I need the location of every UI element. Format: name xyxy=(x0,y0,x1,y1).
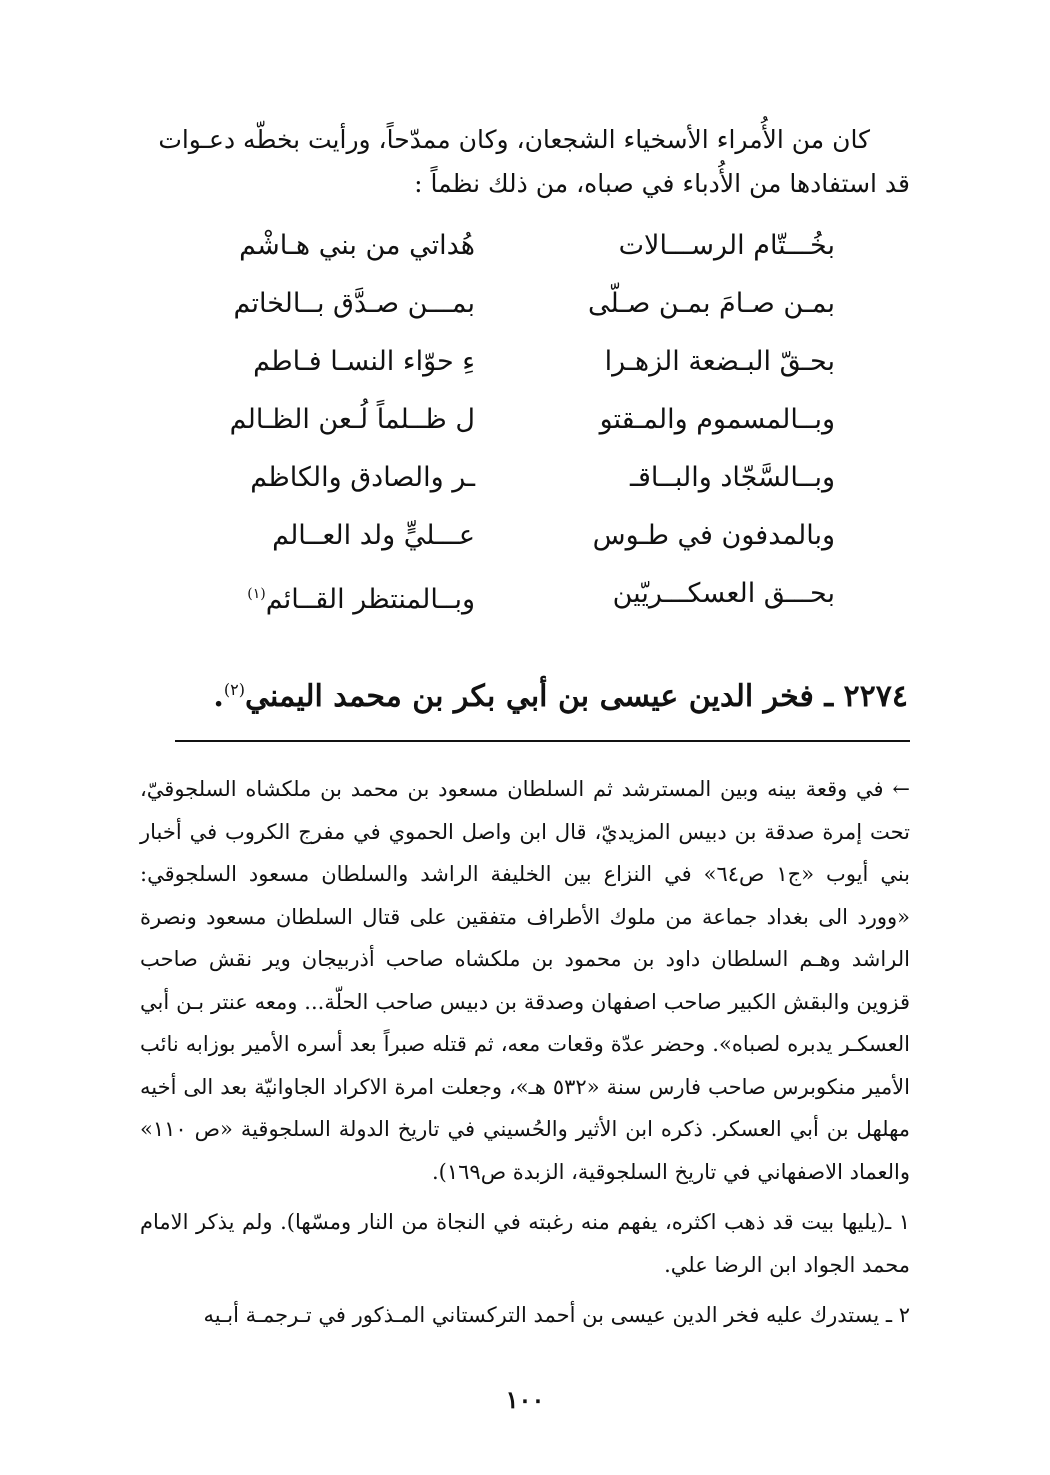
verse-second-hemistich: هُداتي من بني هـاشْم xyxy=(239,230,475,261)
verse-second-hemistich: بمـــن صـدَّق بــالخاتم xyxy=(233,288,475,319)
verse-first-hemistich: بحـــق العسكـــريّين xyxy=(612,578,835,609)
footnote-continuation-text: في وقعة بينه وبين المسترشد ثم السلطان مسعود بن محمد بن ملكشاه السلجوقيّ، تحت إمرة صدقة بن دبيس المزيديّ، قال ابن واصل الحموي في مفرج الكروب في أخبار بني أيوب «ج١ ص٦٤» في النزاع بين الخليفة الراشد والسلطان مسعود السلجوقي: «وورد الى بغداد جماعة من ملوك الأطراف متفقين على قتال السلطان مسعود ونصرة الراشد وهـم السلطان داود بن محمود بن ملكشاه صاحب أذربيجان وير نقش صاحب قزوين والبقش الكبير صاحب اصفهان وصدقة بن دبيس صاحب الحلّة... ومعه عنتر بـن أبي العسكـر يدبره لصباه». وحضر عدّة وقعات معه، ثم قتله صبراً بعد أسره الأمير بوزابه نائب الأمير منكوبرس صاحب فارس سنة «٥٣٢ هـ»، وجعلت امرة الاكراد الجاوانيّة بعد الى أخيه مهلهل بن أبي العسكر. ذكره ابن الأثير والحُسيني في تاريخ الدولة السلجوقية «ص ١١٠» والعماد الاصفهاني في تاريخ السلجوقية، الزبدة ص١٦٩). xyxy=(140,777,910,1184)
entry-heading xyxy=(213,668,908,719)
poem-verse xyxy=(235,574,835,632)
entry-title: ٢٢٧٤ ـ فخر الدين عيسى بن أبي بكر بن محمد اليمني xyxy=(244,679,908,714)
footnote-divider xyxy=(175,740,910,742)
verse-first-hemistich: بخُـــتّام الرســـالات xyxy=(618,230,835,261)
verse-second-hemistich: ـر والصادق والكاظم xyxy=(250,462,475,493)
poem-verse xyxy=(229,400,835,458)
page-number: ١٠٠ xyxy=(505,1385,545,1414)
poem-verse xyxy=(235,516,835,574)
verse-second-hemistich xyxy=(235,574,475,632)
footnote-1: ١ ـ(يليها بيت قد ذهب اكثره، يفهم منه رغبته في النجاة من النار ومسّها). ولم يذكر الامام محمد الجواد ابن الرضا علي. xyxy=(140,1210,910,1277)
verse-first-hemistich: وبالمدفون في طـوس xyxy=(592,520,835,551)
intro-line-2: قد استفادها من الأُدباء في صباه، من ذلك نظماً : xyxy=(414,169,910,198)
verse-first-hemistich: وبــالمسموم والمـقتو xyxy=(599,404,835,435)
footnote-ref-2[interactable]: (٢) xyxy=(223,680,245,699)
poem-verse xyxy=(235,342,835,400)
verse-first-hemistich: بحـقّ البـضعة الزهـرا xyxy=(604,346,835,377)
footnote-ref-1[interactable]: (١) xyxy=(247,586,266,602)
verse-second-hemistich: عـــليٍّ ولد العــالم xyxy=(272,520,475,551)
entry-heading-end: . xyxy=(213,679,224,714)
intro-line-1: كان من الأُمراء الأسخياء الشجعان، وكان ممدّحاً، ورأيت بخطّه دعـوات xyxy=(158,125,870,154)
verse-second-hemistich: ءِ حوّاء النسـا فـاطم xyxy=(253,346,475,377)
verse-second-hemistich: ل ظــلماً لُـعن الظـالم xyxy=(229,404,475,435)
footnote-continuation xyxy=(140,768,910,1193)
footnote-2: ٢ ـ يستدرك عليه فخر الدين عيسى بن أحمد التركستاني المـذكور في تـرجمـة أبـيه xyxy=(203,1303,910,1327)
poem-verse xyxy=(235,226,835,284)
verse-first-hemistich: بمـن صـامَ بمـن صـلّى xyxy=(588,288,835,319)
poem-verse xyxy=(235,458,835,516)
footnotes xyxy=(140,768,910,1337)
poem-verse xyxy=(235,284,835,342)
verse-first-hemistich: وبــالسَّجّاد والبــاقـ xyxy=(630,462,835,493)
intro-paragraph xyxy=(140,118,910,206)
continuation-arrow-icon: ← xyxy=(892,777,910,801)
verse-text: وبــالمنتظر القــائم xyxy=(265,584,475,615)
poem xyxy=(229,226,835,632)
